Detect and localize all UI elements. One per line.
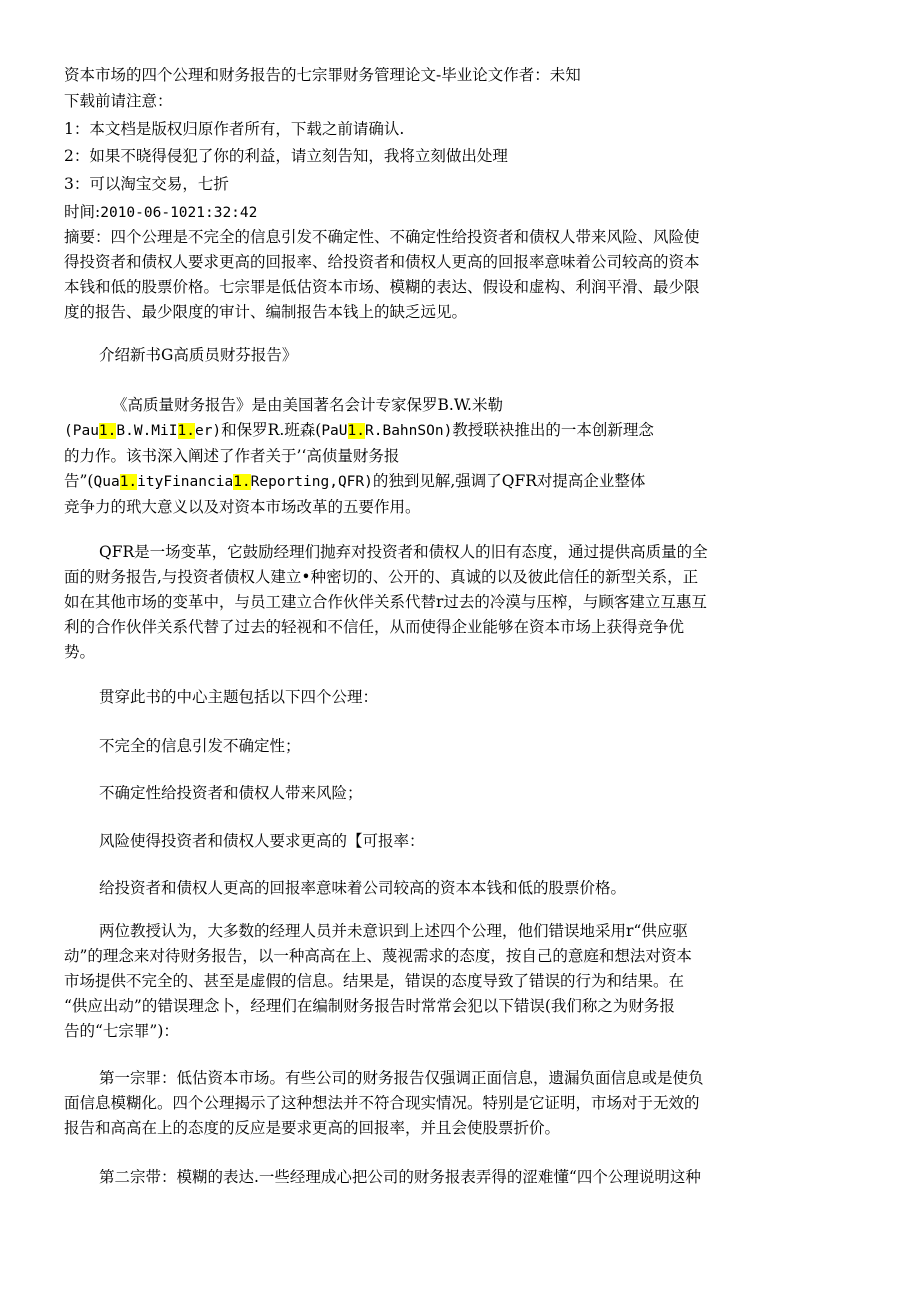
paragraph-line: 利的合作伙伴关系代替了过去的轻视和不信任，从而使得企业能够在资本市场上获得竞争优	[64, 618, 685, 636]
highlight-mark: 1.	[119, 474, 138, 490]
paragraph-line: 第二宗带：模糊的表达.一些经理成心把公司的财务报表弄得的涩难懂“四个公理说明这种	[99, 1168, 701, 1186]
paragraph-line: 告”(Qua1.ityFinancia1.Reporting,QFR)的独到见解,强调了QFR对提高企业整体	[64, 472, 646, 490]
document-title: 资本市场的四个公理和财务报告的七宗罪财务管理论文-毕业论文作者：未知	[64, 66, 581, 84]
paragraph-line: “供应出动”的错误理念卜，经理们在编制财务报告时常常会犯以下错误(我们称之为财务报	[64, 997, 675, 1015]
timestamp	[64, 201, 257, 224]
abstract-paragraph	[64, 225, 780, 325]
paragraph-line: QFR是一场变革，它鼓励经理们抛弃对投资者和债权人的旧有态度，通过提供高质量的全	[99, 543, 708, 561]
qfr-paragraph	[64, 540, 780, 665]
axiom-item: 给投资者和债权人更高的回报率意味着公司较高的资本本钱和低的股票价格。	[99, 879, 627, 897]
paragraph-line: 《高质量财务报告》是由美国著名会计专家保罗B.W.米勒	[112, 396, 503, 414]
book-intro-paragraph	[64, 393, 780, 520]
paragraph-line: 第一宗罪：低估资本市场。有些公司的财务报告仅强调正面信息，遗漏负面信息或是使负	[99, 1069, 704, 1087]
timestamp-value: 2010-06-1021:32:42	[100, 205, 258, 221]
axiom-item: 不完全的信息引发不确定性；	[99, 737, 301, 755]
highlight-mark: 1.	[177, 423, 195, 439]
paragraph-line: 告的“七宗罪”)：	[64, 1022, 179, 1040]
paragraph-line: 报告和高高在上的态度的反应是要求更高的回报率，并且会使股票折价。	[64, 1119, 561, 1137]
paragraph-line: 摘要：四个公理是不完全的信息引发不确定性、不确定性给投资者和债权人带来风险、风险使	[64, 228, 700, 246]
paragraph-line: 竞争力的玳大意义以及对资本市场改革的五要作用。	[64, 498, 421, 516]
paragraph-line: 如在其他市场的变革中，与员工建立合作伙伴关系代替r过去的冷漠与压榨，与顾客建立互惠互	[64, 593, 707, 611]
note-item: 2：如果不晓得侵犯了你的利益，请立刻告知，我将立刻做出处理	[64, 147, 508, 165]
paragraph-line: 得投资者和债权人要求更高的回报率、给投资者和债权人更高的回报率意味着公司较高的资本	[64, 253, 700, 271]
paragraph-line: 面信息模糊化。四个公理揭示了这种想法并不符合现实情况。特别是它证明，市场对于无效的	[64, 1094, 700, 1112]
paragraph-line: 市场提供不完全的、甚至是虚假的信息。结果是，错误的态度导致了错误的行为和结果。在	[64, 972, 685, 990]
paragraph-line: 动”的理念来对待财务报告，以一种高高在上、蔑视需求的态度，按自己的意庭和想法对资本	[64, 947, 692, 965]
paragraph-line: 本钱和低的股票价格。七宗罪是低估资本市场、模糊的表达、假设和虚构、利润平滑、最少限	[64, 278, 700, 296]
axiom-item: 不确定性给投资者和债权人带来风险；	[99, 784, 363, 802]
paragraph-line: 面的财务报告,与投资者债权人建立•种密切的、公开的、真诚的以及彼此信任的新型关系，正	[64, 568, 699, 586]
paragraph-line: 势。	[64, 643, 96, 661]
intro-heading: 介绍新书G高质员财芬报告》	[99, 346, 298, 364]
sin-one-paragraph	[64, 1066, 780, 1141]
download-notice: 下载前请注意：	[64, 92, 173, 110]
paragraph-line: (Pau1.B.W.MiI1.er)和保罗R.班森(PaU1.R.BahnSOn)教授联袂推出的一本创新理念	[64, 421, 654, 439]
paragraph-line: 两位教授认为，大多数的经理人员并未意识到上述四个公理，他们错误地采用r“供应驱	[99, 922, 688, 940]
highlight-mark: 1.	[233, 474, 251, 490]
professors-paragraph	[64, 919, 780, 1044]
paragraph-line: 度的报告、最少限度的审计、编制报告本钱上的缺乏远见。	[64, 303, 468, 321]
highlight-mark: 1.	[98, 423, 117, 439]
axiom-item: 风险使得投资者和债权人要求更高的【可报率：	[99, 832, 425, 850]
axioms-intro: 贯穿此书的中心主题包括以下四个公理：	[99, 688, 379, 706]
timestamp-label: 时间:	[64, 203, 101, 221]
note-item: 1：本文档是版权归原作者所有，下载之前请确认.	[64, 120, 405, 138]
paragraph-line: 的力作。该书深入阐述了作者关于’‘高侦量财务报	[64, 447, 400, 465]
highlight-mark: 1.	[347, 423, 365, 439]
note-item: 3：可以淘宝交易，七折	[64, 175, 229, 193]
sin-two-paragraph	[64, 1165, 780, 1190]
